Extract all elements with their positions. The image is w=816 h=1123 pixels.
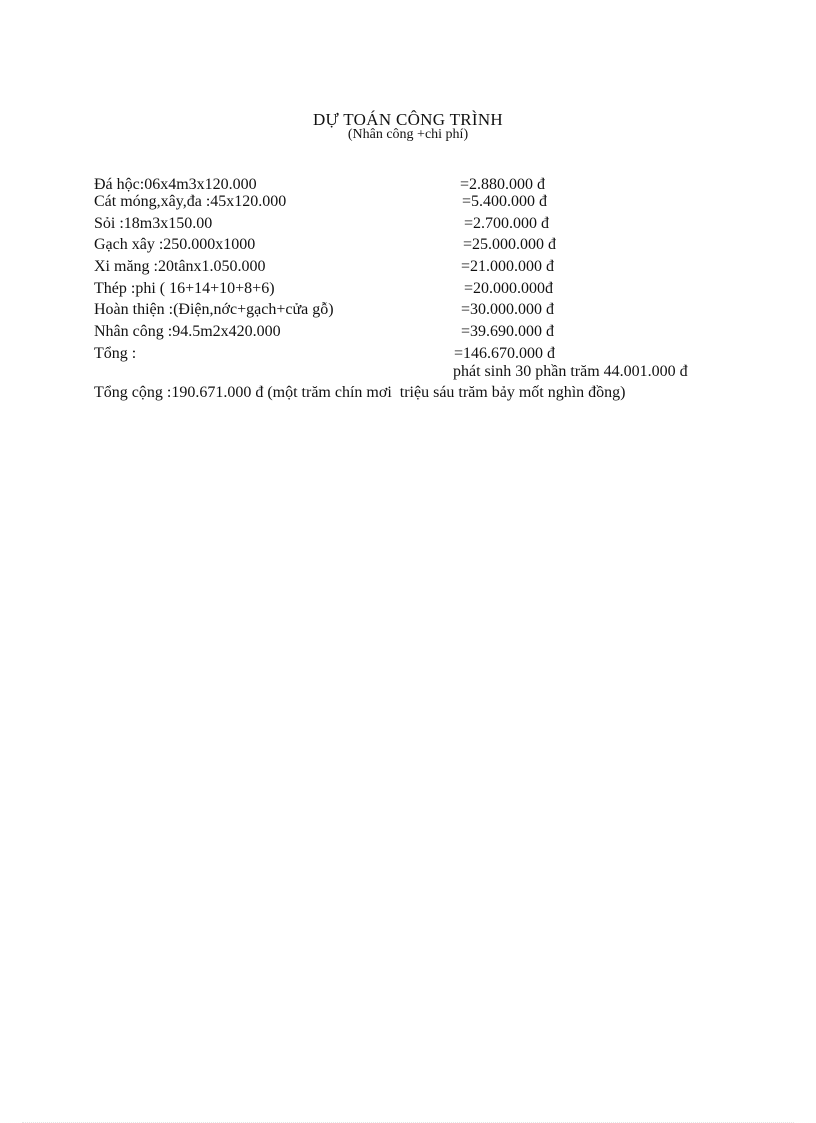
cost-item-label: Hoàn thiện :(Điện,nớc+gạch+cửa gỗ): [94, 301, 334, 318]
cost-row: [94, 236, 774, 256]
grand-total-text-cont: triệu sáu trăm bảy mốt nghìn đồng): [399, 384, 626, 401]
cost-item-amount: =20.000.000đ: [464, 280, 554, 297]
cost-row: [94, 280, 774, 300]
cost-item-label: Xi măng :20tânx1.050.000: [94, 258, 266, 275]
cost-row: [94, 258, 774, 278]
document-subtitle: (Nhân công +chi phí): [347, 127, 469, 142]
cost-item-amount: =2.880.000 đ: [460, 176, 546, 193]
grand-total-text: Tổng cộng :190.671.000 đ (một trăm chín mơi: [94, 384, 392, 401]
document-title: DỰ TOÁN CÔNG TRÌNH: [312, 110, 504, 129]
extra-cost-note: phát sinh 30 phần trăm 44.001.000 đ: [453, 363, 688, 380]
cost-item-label: Nhân công :94.5m2x420.000: [94, 323, 281, 340]
cost-row: [94, 323, 774, 343]
grand-total-line: [94, 384, 626, 402]
cost-row: [94, 301, 774, 321]
cost-row: [94, 215, 774, 235]
cost-item-amount: =5.400.000 đ: [462, 193, 548, 210]
cost-item-amount: =2.700.000 đ: [464, 215, 550, 232]
cost-item-amount: =21.000.000 đ: [461, 258, 555, 275]
cost-row: [94, 193, 774, 213]
cost-item-label: Cát móng,xây,đa :45x120.000: [94, 193, 287, 210]
cost-item-amount: =39.690.000 đ: [461, 323, 555, 340]
cost-item-label: Sỏi :18m3x150.00: [94, 215, 213, 232]
cost-item-label: Gạch xây :250.000x1000: [94, 236, 256, 253]
cost-item-amount: =25.000.000 đ: [463, 236, 557, 253]
subtotal-amount: =146.670.000 đ: [454, 345, 556, 362]
subtotal-label: Tổng :: [94, 345, 137, 362]
cost-item-amount: =30.000.000 đ: [461, 301, 555, 318]
cost-row: [94, 345, 774, 365]
cost-item-label: Đá hộc:06x4m3x120.000: [94, 176, 257, 193]
cost-item-label: Thép :phi ( 16+14+10+8+6): [94, 280, 275, 297]
